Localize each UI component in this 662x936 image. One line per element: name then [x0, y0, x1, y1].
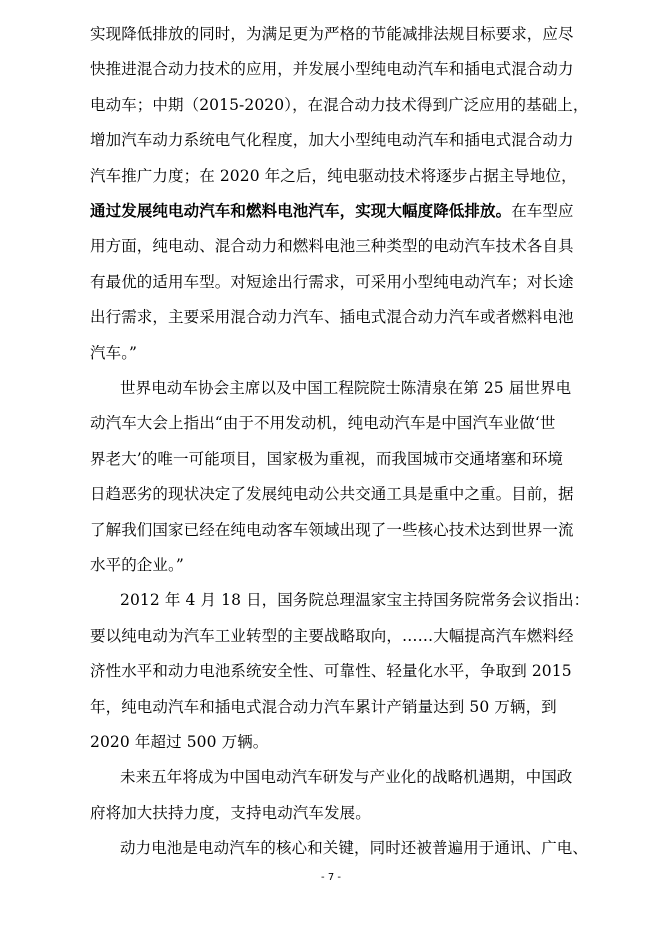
p1-line-10: 汽车。”	[90, 344, 138, 362]
p1-line-5: 汽车推广力度；在 2020 年之后，纯电驱动技术将逐步占据主导地位，	[90, 167, 577, 185]
p1-line-2: 快推进混合动力技术的应用，并发展小型纯电动汽车和插电式混合动力	[90, 60, 574, 78]
p1-line-3: 电动车；中期（2015-2020），在混合动力技术得到广泛应用的基础上，	[90, 96, 589, 114]
p3-line-2: 要以纯电动为汽车工业转型的主要战略取向，……大幅提高汽车燃料经	[90, 627, 574, 645]
p1-line-8: 有最优的适用车型。对短途出行需求，可采用小型纯电动汽车；对长途	[90, 273, 574, 291]
p1-line-7: 用方面，纯电动、混合动力和燃料电池三种类型的电动汽车技术各自具	[90, 237, 574, 255]
p1-line-4: 增加汽车动力系统电气化程度，加大小型纯电动汽车和插电式混合动力	[90, 131, 574, 149]
p2-line-1: 世界电动车协会主席以及中国工程院院士陈清泉在第 25 届世界电	[120, 379, 572, 397]
p3-line-3: 济性水平和动力电池系统安全性、可靠性、轻量化水平，争取到 2015	[90, 662, 572, 680]
p2-line-5: 了解我们国家已经在纯电动客车领域出现了一些核心技术达到世界一流	[90, 521, 574, 539]
p2-line-4: 日趋恶劣的现状决定了发展纯电动公共交通工具是重中之重。目前，据	[90, 485, 574, 503]
p2-line-6: 水平的企业。”	[90, 556, 184, 574]
p1-line-6	[90, 201, 574, 221]
p5-line-1: 动力电池是电动汽车的核心和关键，同时还被普遍用于通讯、广电、	[120, 839, 589, 857]
p1-line-1: 实现降低排放的同时，为满足更为严格的节能减排法规目标要求，应尽	[90, 25, 574, 43]
p1-bold-statement: 通过发展纯电动汽车和燃料电池汽车，实现大幅度降低排放。	[90, 201, 512, 220]
p4-line-1: 未来五年将成为中国电动汽车研发与产业化的战略机遇期，中国政	[120, 768, 573, 786]
p2-line-2: 动汽车大会上指出“由于不用发动机，纯电动汽车是中国汽车业做‘世	[90, 414, 556, 432]
p3-line-5: 2020 年超过 500 万辆。	[90, 733, 269, 751]
p3-line-1: 2012 年 4 月 18 日，国务院总理温家宝主持国务院常务会议指出：	[120, 591, 590, 609]
p1-line-6-tail: 在车型应	[511, 202, 574, 220]
p3-line-4: 年，纯电动汽车和插电式混合动力汽车累计产销量达到 50 万辆，到	[90, 698, 557, 716]
page-number: - 7 -	[321, 872, 341, 883]
p2-line-3: 界老大’的唯一可能项目，国家极为重视，而我国城市交通堵塞和环境	[90, 450, 564, 468]
p4-line-2: 府将加大扶持力度，支持电动汽车发展。	[90, 804, 371, 822]
p1-line-9: 出行需求，主要采用混合动力汽车、插电式混合动力汽车或者燃料电池	[90, 308, 574, 326]
